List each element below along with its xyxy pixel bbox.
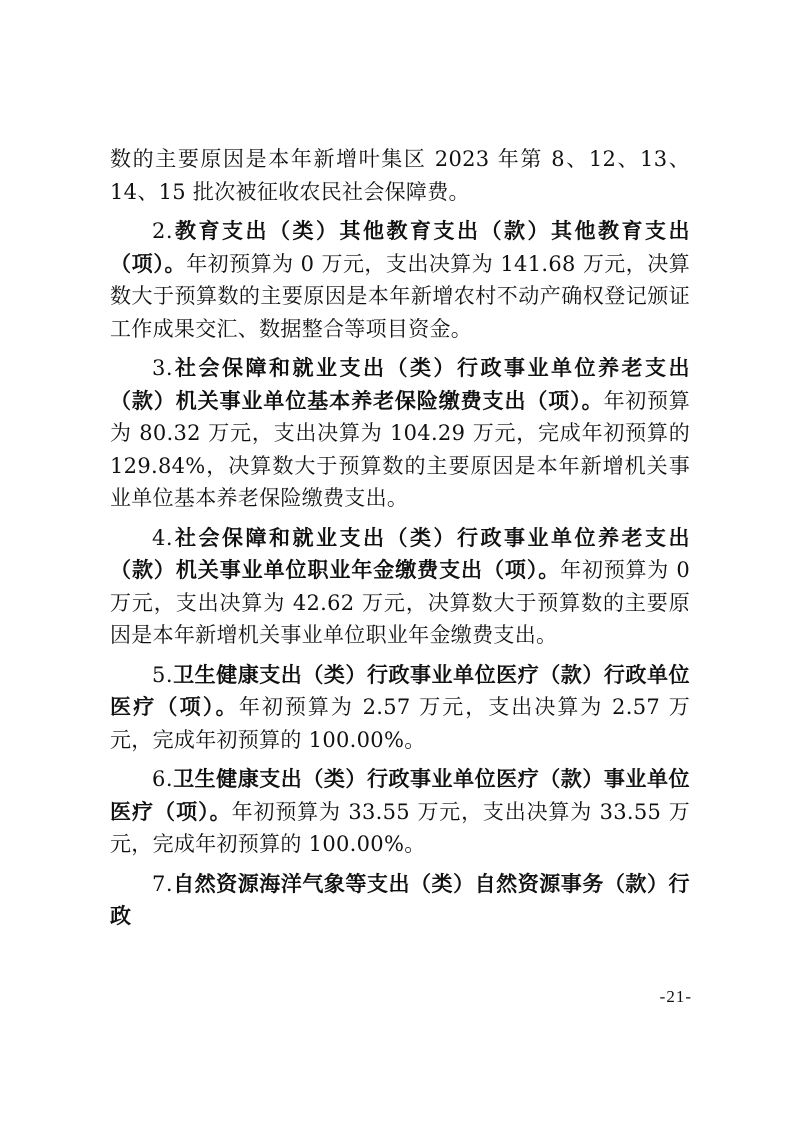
paragraph-text: 年初预算为 80.32 万元，支出决算为 104.29 万元，完成年初预算的 129.84%，决算数大于预算数的主要原因是本年新增机关事业单位基本养老保险缴费支出。: [110, 388, 691, 510]
paragraph-item-2: [110, 215, 690, 345]
paragraph-heading: [110, 872, 690, 929]
paragraph-text: 年初预算为 0 万元，支出决算为 42.62 万元，决算数大于预算数的主要原因是本年新增机关事业单位职业年金缴费支出。: [110, 558, 691, 647]
paragraph-text: 年初预算为 2.57 万元，支出决算为 2.57 万元，完成年初预算的 100.00%。: [110, 695, 691, 752]
paragraph-item-7: [110, 868, 690, 933]
paragraph-item-6: [110, 763, 690, 861]
heading-text: 卫生健康支出（类）行政事业单位医疗（款）事业单位医疗（项）。: [110, 767, 690, 824]
paragraph-text: 年初预算为 33.55 万元，支出决算为 33.55 万元，完成年初预算的 100.00%。: [110, 799, 690, 856]
heading-text: 卫生健康支出（类）行政事业单位医疗（款）行政单位医疗（项）。: [110, 662, 690, 719]
item-number: 4.: [152, 525, 174, 550]
heading-text: 社会保障和就业支出（类）行政事业单位养老支出（款）机关事业单位职业年金缴费支出（项）。: [110, 525, 690, 582]
item-number: 2.: [152, 219, 174, 243]
paragraph-text: 数的主要原因是本年新增叶集区 2023 年第 8、12、13、14、15 批次被征收农民社会保障费。: [110, 147, 690, 204]
paragraph-text: 年初预算为 0 万元，支出决算为 141.68 万元，决算数大于预算数的主要原因是本年新增农村不动产确权登记颁证工作成果交汇、数据整合等项目资金。: [110, 251, 690, 341]
paragraph-item-4: [110, 522, 690, 652]
paragraph-item-3: [110, 352, 690, 515]
item-number: 5.: [152, 662, 174, 687]
item-number: 3.: [152, 356, 174, 380]
paragraph-item-5: [110, 659, 690, 757]
paragraph-continuation: [110, 143, 690, 208]
item-number: 7.: [152, 871, 174, 896]
document-body: [110, 143, 690, 940]
heading-text: 自然资源海洋气象等支出（类）自然资源事务（款）行政: [110, 871, 690, 928]
heading-text: 教育支出（类）其他教育支出（款）其他教育支出（项）。: [110, 219, 690, 276]
heading-text: 社会保障和就业支出（类）行政事业单位养老支出（款）机关事业单位基本养老保险缴费支出（项）。: [110, 356, 690, 413]
item-number: 6.: [152, 767, 174, 791]
page-number: -21-: [659, 987, 692, 1006]
